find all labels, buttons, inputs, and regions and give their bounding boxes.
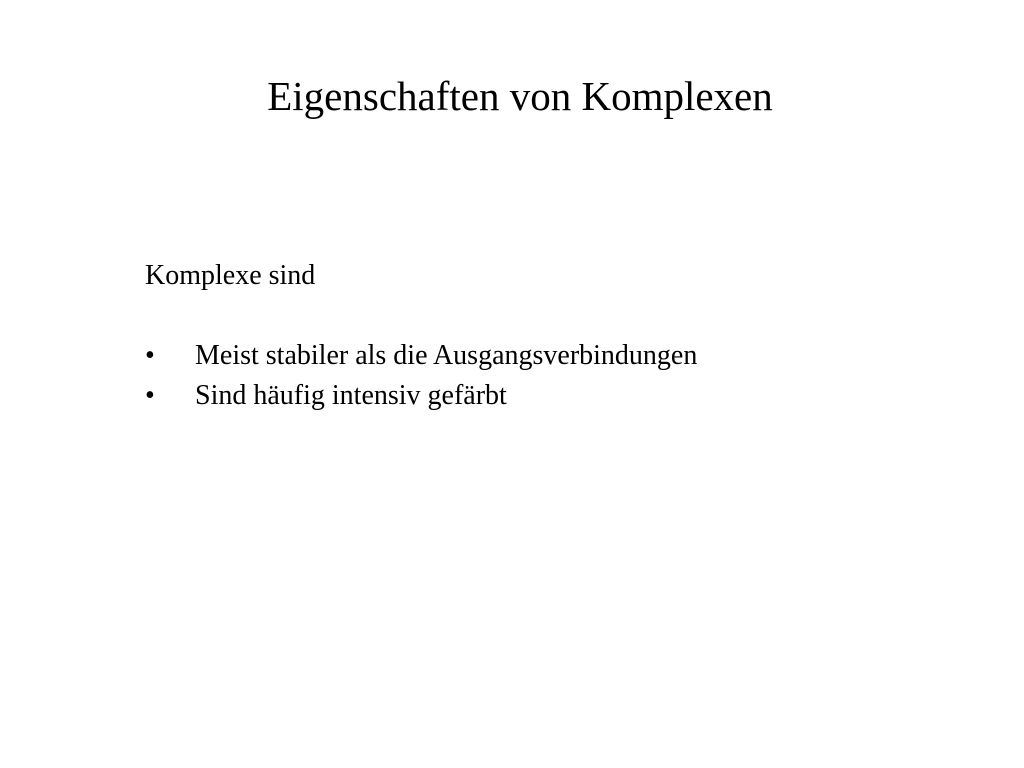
slide-body xyxy=(145,256,945,416)
bullet-icon: • xyxy=(145,380,155,411)
bullet-text: Sind häufig intensiv gefärbt xyxy=(195,380,507,411)
slide-title: Eigenschaften von Komplexen xyxy=(267,73,773,119)
bullet-item xyxy=(145,376,945,416)
bullet-text: Meist stabiler als die Ausgangsverbindungen xyxy=(195,340,698,371)
bullet-list xyxy=(145,336,945,416)
spacer xyxy=(145,296,945,336)
bullet-item xyxy=(145,336,945,376)
bullet-icon: • xyxy=(145,340,155,371)
intro-text: Komplexe sind xyxy=(145,260,316,291)
